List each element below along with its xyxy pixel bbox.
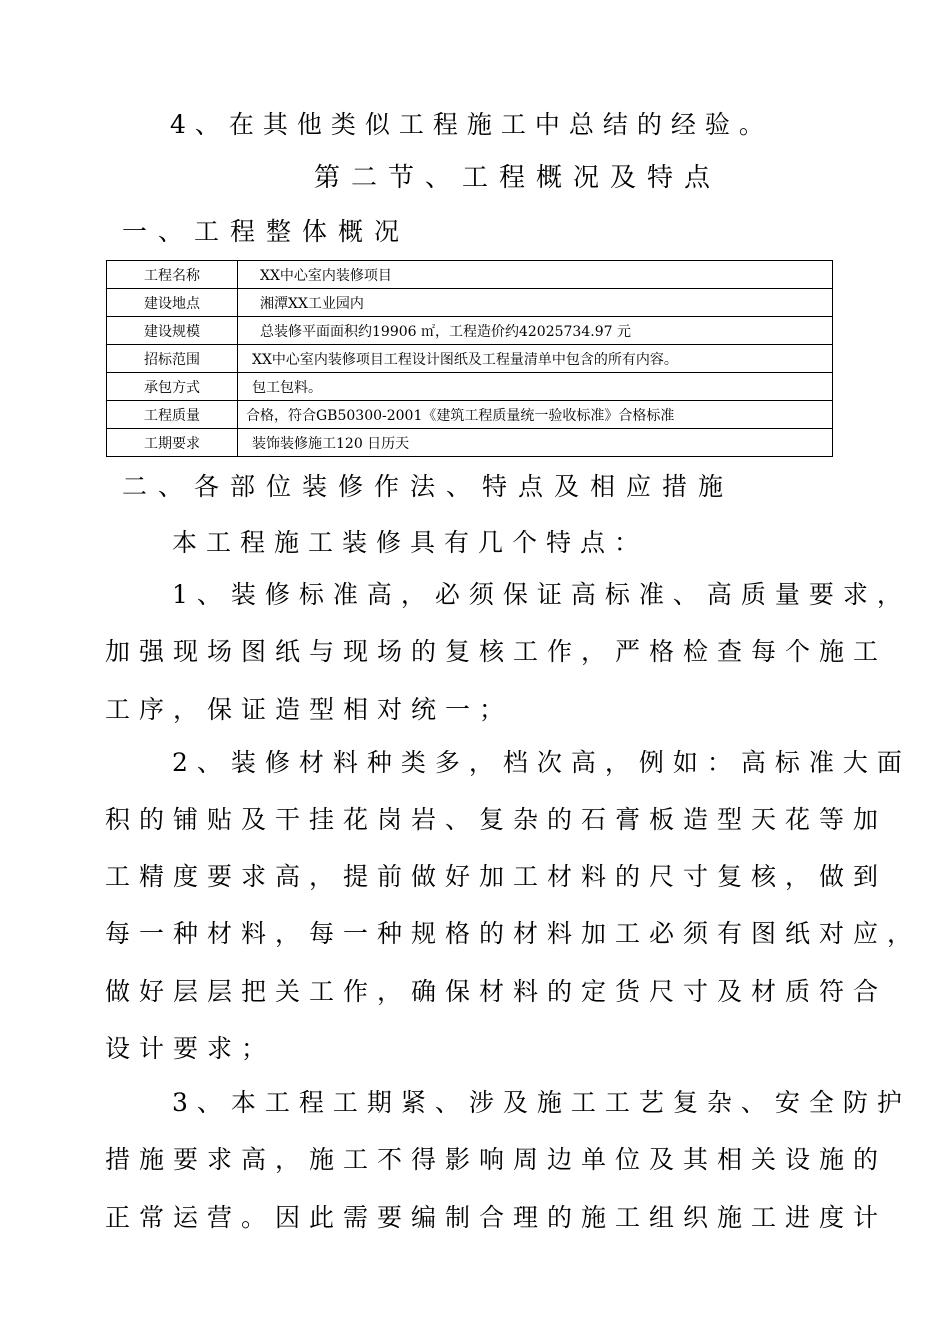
- table-row: [107, 345, 833, 373]
- table-value: 湘潭XX工业园内: [238, 289, 833, 317]
- table-row: [107, 289, 833, 317]
- table-key: 建设规模: [107, 317, 238, 345]
- section-title: 第二节、工程概况及特点: [314, 163, 722, 193]
- table-value: XX中心室内装修项目工程设计图纸及工程量清单中包含的所有内容。: [238, 345, 833, 373]
- table-key: 工期要求: [107, 429, 238, 457]
- table-row: [107, 317, 833, 345]
- table-key: 工程名称: [107, 261, 238, 289]
- project-info-table: [106, 260, 833, 457]
- table-key: 招标范围: [107, 345, 238, 373]
- paragraph-line: 积的铺贴及干挂花岗岩、复杂的石膏板造型天花等加: [105, 805, 888, 834]
- paragraph-line: 工精度要求高，提前做好加工材料的尺寸复核，做到: [105, 862, 888, 891]
- paragraph-line: 每一种材料，每一种规格的材料加工必须有图纸对应，: [105, 919, 922, 948]
- paragraph-line: 正常运营。因此需要编制合理的施工组织施工进度计: [105, 1203, 888, 1232]
- paragraph-line: 加强现场图纸与现场的复核工作，严格检查每个施工: [105, 637, 888, 666]
- paragraph-line: 工序，保证造型相对统一；: [105, 695, 514, 724]
- paragraph-line: 设计要求；: [105, 1034, 276, 1063]
- table-key: 建设地点: [107, 289, 238, 317]
- table-value: 包工包料。: [238, 373, 833, 401]
- table-row: [107, 401, 833, 429]
- paragraph-line: 措施要求高，施工不得影响周边单位及其相关设施的: [105, 1145, 888, 1174]
- paragraph-line: 1、装修标准高，必须保证高标准、高质量要求，: [172, 580, 911, 609]
- paragraph-line: 本工程施工装修具有几个特点：: [172, 528, 649, 557]
- heading-project-overview: 一、工程整体概况: [122, 217, 411, 246]
- list-item-4: 4、在其他类似工程施工中总结的经验。: [170, 110, 773, 139]
- table-value: 合格，符合GB50300-2001《建筑工程质量统一验收标准》合格标准: [238, 401, 833, 429]
- paragraph-line: 做好层层把关工作，确保材料的定货尺寸及材质符合: [105, 977, 888, 1006]
- table-value: 装饰装修施工120 日历天: [238, 429, 833, 457]
- table-key: 工程质量: [107, 401, 238, 429]
- paragraph-line: 3、本工程工期紧、涉及施工工艺复杂、安全防护: [172, 1088, 911, 1117]
- table-value: 总装修平面面积约19906 ㎡，工程造价约42025734.97 元: [238, 317, 833, 345]
- table-key: 承包方式: [107, 373, 238, 401]
- paragraph-line: 2、装修材料种类多，档次高，例如：高标准大面: [172, 748, 911, 777]
- heading-decoration-methods: 二、各部位装修作法、特点及相应措施: [122, 472, 735, 501]
- table-row: [107, 429, 833, 457]
- table-row: [107, 373, 833, 401]
- table-value: XX中心室内装修项目: [238, 261, 833, 289]
- table-row: [107, 261, 833, 289]
